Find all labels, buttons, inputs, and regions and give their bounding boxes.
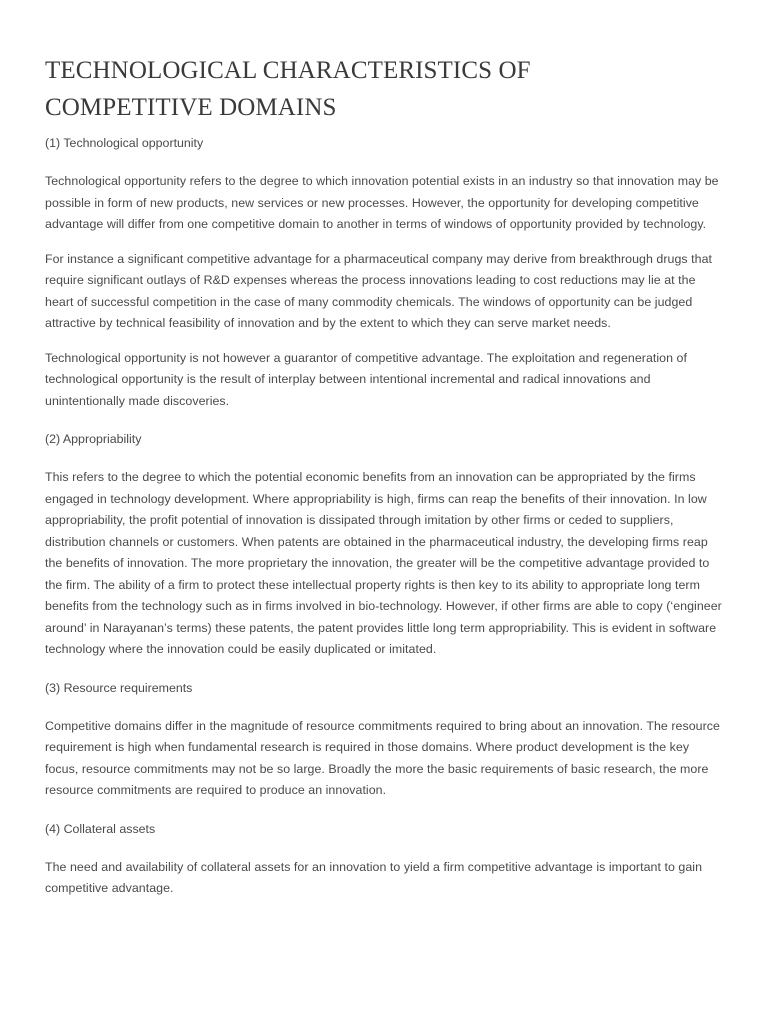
section-heading: (2) Appropriability (45, 432, 142, 446)
section-collateral-assets (45, 821, 725, 900)
paragraph: The need and availability of collateral assets for an innovation to yield a firm competitive advantage is important to gain competitive advantage. (45, 859, 703, 895)
document-title (45, 52, 725, 126)
section-heading: (4) Collateral assets (45, 821, 156, 836)
title-line-2: COMPETITIVE DOMAINS (45, 94, 337, 121)
section-appropriability (45, 431, 725, 661)
paragraph: Competitive domains differ in the magnitude of resource commitments required to bring about an innovation. The resource requirement is high when fundamental research is required in those domains. Where product development is the key focus, resource commitments may not be so large. Broadly the more the basic requirements of basic research, the more resource commitments are required to produce an innovation. (45, 718, 720, 797)
section-resource-requirements (45, 680, 725, 802)
section-heading: (3) Resource requirements (45, 680, 193, 695)
paragraph: For instance a significant competitive advantage for a pharmaceutical company may derive from breakthrough drugs that require significant outlays of R&D expenses whereas the process innovations leading to cost reductions may lie at the heart of successful competition in the case of many commodity chemicals. The windows of opportunity can be judged attractive by technical feasibility of innovation and by the extent to which they can serve market needs. (45, 251, 713, 330)
paragraph: Technological opportunity is not however a guarantor of competitive advantage. The exploitation and regeneration of technological opportunity is the result of interplay between intentional incremental and radical innovations and unintentionally made discoveries. (45, 350, 687, 408)
document-page (45, 52, 725, 913)
section-heading: (1) Technological opportunity (45, 136, 204, 150)
title-line-1: TECHNOLOGICAL CHARACTERISTICS OF (45, 57, 531, 84)
paragraph: This refers to the degree to which the potential economic benefits from an innovation can be appropriated by the firms engaged in technology development. Where appropriability is high, firms can reap the benefits of their innovation. In low appropriability, the profit potential of innovation is dissipated through imitation by other firms or ceded to suppliers, distribution channels or customers. When patents are obtained in the pharmaceutical industry, the developing firms reap the benefits of innovation. The more proprietary the innovation, the greater will be the competitive advantage provided to the firm. The ability of a firm to protect these intellectual property rights is then key to its ability to appropriate long term benefits from the technology such as in firms involved in bio-technology. However, if other firms are able to copy (‘engineer around’ in Narayanan’s terms) these patents, the patent provides little long term appropriability. This is evident in software technology where the innovation could be easily duplicated or imitated. (45, 470, 722, 656)
paragraph: Technological opportunity refers to the degree to which innovation potential exists in an industry so that innovation may be possible in form of new products, new services or new processes. However, the opportunity for developing competitive advantage will differ from one competitive domain to another in terms of windows of opportunity provided by technology. (45, 174, 719, 231)
section-technological-opportunity (45, 135, 725, 412)
